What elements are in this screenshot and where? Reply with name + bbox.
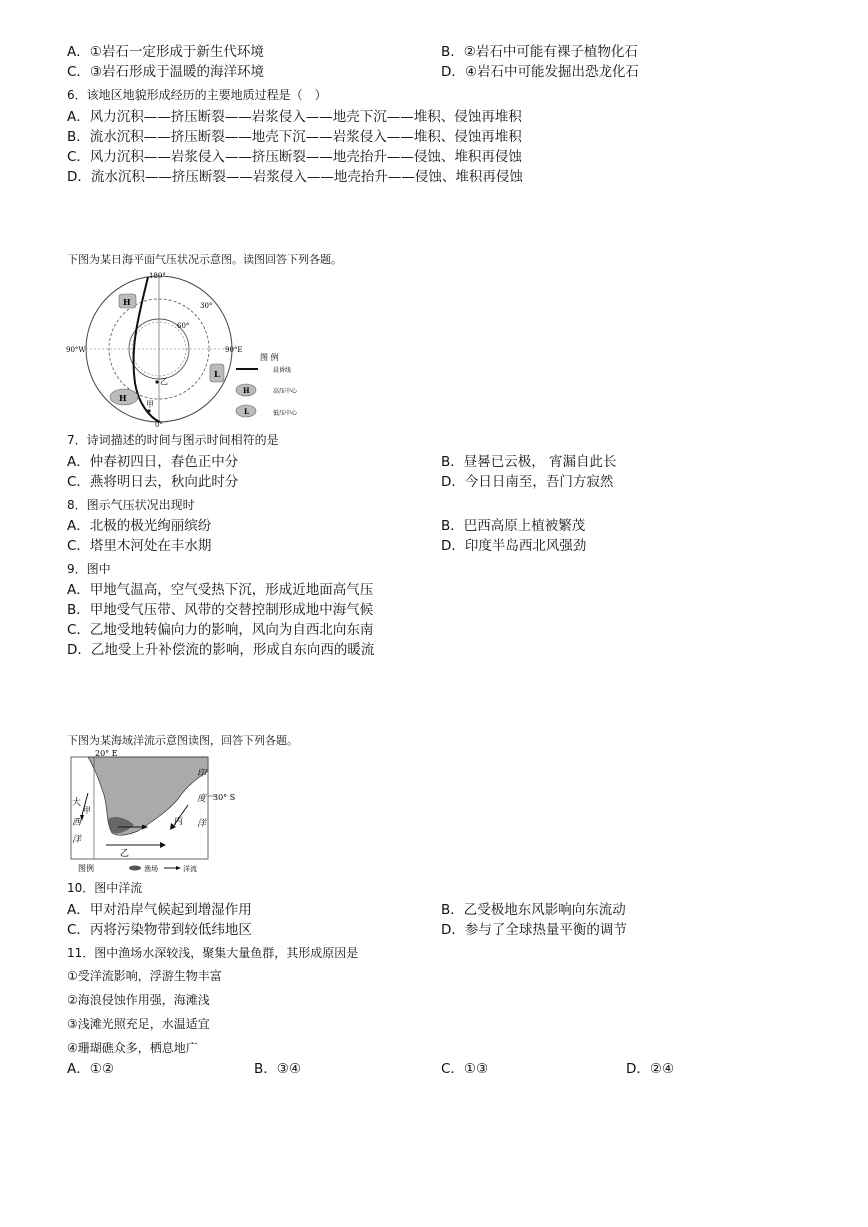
q11-item-3: ③浅滩光照充足，水温适宜 <box>67 1017 210 1031</box>
q7-option-b: B．昼晷已云极， 宵漏自此长 <box>441 454 617 470</box>
q10-option-a: A．甲对沿岸气候起到增湿作用 <box>67 902 252 918</box>
label-30: 30° <box>200 302 213 310</box>
label-yi-current: 乙 <box>120 849 130 859</box>
q11-option-b: B．③④ <box>254 1061 301 1077</box>
q9-option-c: C．乙地受地转偏向力的影响，风向为自西北向东南 <box>67 622 374 638</box>
label-du: 度 <box>197 794 207 804</box>
q10-option-c: C．丙将污染物带到较低纬地区 <box>67 922 252 938</box>
legend-low-label: 低压中心 <box>273 410 298 417</box>
q6-option-b: B．流水沉积——挤压断裂——地壳下沉——岩浆侵入——堆积、侵蚀再堆积 <box>67 129 522 145</box>
legend-l: L <box>244 407 249 416</box>
label-h-top: H <box>123 297 131 307</box>
label-yang-west: 洋 <box>72 835 82 845</box>
legend-high-label: 高压中心 <box>273 388 298 395</box>
option-b: B．②岩石中可能有裸子植物化石 <box>441 44 638 60</box>
q7-option-a: A．仲春初四日，春色正中分 <box>67 454 239 470</box>
label-0: 0° <box>155 421 163 429</box>
option-c: C．③岩石形成于温暖的海洋环境 <box>67 64 265 80</box>
legend-title: 图 例 <box>260 353 279 362</box>
ocean-current-figure <box>68 749 243 875</box>
label-60: 60° <box>177 322 190 330</box>
legend-fish-swatch <box>129 866 141 871</box>
legend-terminator-label: 晨昏线 <box>273 367 292 374</box>
q11-option-a: A．①② <box>67 1061 114 1077</box>
q11-item-4: ④珊瑚礁众多，栖息地广 <box>67 1041 198 1055</box>
label-da: 大 <box>72 798 82 808</box>
label-yin: 印 <box>197 769 207 779</box>
option-a: A．①岩石一定形成于新生代环境 <box>67 44 264 60</box>
q9-option-b: B．甲地受气压带、风带的交替控制形成地中海气候 <box>67 602 374 618</box>
label-30s: 30° S <box>213 793 236 802</box>
q11-option-c: C．①③ <box>441 1061 489 1077</box>
label-h-bottom: H <box>119 393 127 403</box>
q6-option-a: A．风力沉积——挤压断裂——岩浆侵入——地壳下沉——堆积、侵蚀再堆积 <box>67 109 522 125</box>
label-yang-east: 洋 <box>197 819 207 829</box>
label-180: 180° <box>149 272 166 280</box>
q8-option-d: D．印度半岛西北风强劲 <box>441 538 587 554</box>
question-8-stem: 8．图示气压状况出现时 <box>67 498 195 512</box>
q8-option-a: A．北极的极光绚丽缤纷 <box>67 518 212 534</box>
label-jia-current: 甲 <box>83 806 91 815</box>
q11-option-d: D．②④ <box>626 1061 675 1077</box>
question-6-stem: 6．该地区地貌形成经历的主要地质过程是（ ） <box>67 88 327 102</box>
q8-option-c: C．塔里木河处在丰水期 <box>67 538 212 554</box>
legend-current-label: 洋流 <box>183 865 197 873</box>
question-7-stem: 7．诗词描述的时间与图示时间相符的是 <box>67 433 279 447</box>
q9-option-d: D．乙地受上升补偿流的影响，形成自东向西的暖流 <box>67 642 375 658</box>
q11-item-1: ①受洋流影响，浮游生物丰富 <box>67 969 222 983</box>
point-yi-dot <box>155 380 158 383</box>
label-90e: 90°E <box>225 346 243 354</box>
q10-option-b: B．乙受极地东风影响向东流动 <box>441 902 626 918</box>
legend-h: H <box>243 386 250 395</box>
question-11-stem: 11．图中渔场水深较浅，聚集大量鱼群，其形成原因是 <box>67 946 359 960</box>
label-xi: 西 <box>72 818 82 828</box>
q10-option-d: D．参与了全球热量平衡的调节 <box>441 922 627 938</box>
q11-item-2: ②海浪侵蚀作用强，海滩浅 <box>67 993 210 1007</box>
label-l-right: L <box>214 369 220 379</box>
q6-option-d: D．流水沉积——挤压断裂——岩浆侵入——地壳抬升——侵蚀、堆积再侵蚀 <box>67 169 523 185</box>
q9-option-a: A．甲地气温高，空气受热下沉，形成近地面高气压 <box>67 582 374 598</box>
point-jia-dot <box>147 409 150 412</box>
option-d: D．④岩石中可能发掘出恐龙化石 <box>441 64 639 80</box>
q7-option-d: D．今日日南至，吾门方寂然 <box>441 474 614 490</box>
q8-option-b: B．巴西高原上植被繁茂 <box>441 518 586 534</box>
label-90w: 90°W <box>66 346 86 354</box>
label-yi: 乙 <box>160 377 168 386</box>
label-bing: 丙 <box>174 817 184 827</box>
section-intro-currents: 下图为某海域洋流示意图读图，回答下列各题。 <box>67 734 298 747</box>
section-intro-pressure: 下图为某日海平面气压状况示意图。读图回答下列各题。 <box>67 253 342 266</box>
legend-fish-label: 渔场 <box>144 865 158 873</box>
label-20e: 20° E <box>95 749 118 758</box>
q6-option-c: C．风力沉积——岩浆侵入——挤压断裂——地壳抬升——侵蚀、堆积再侵蚀 <box>67 149 522 165</box>
question-9-stem: 9．图中 <box>67 562 111 576</box>
pressure-map-figure <box>60 268 320 430</box>
q7-option-c: C．燕将明日去，秋向此时分 <box>67 474 239 490</box>
legend-title-2: 图例 <box>78 864 94 873</box>
question-10-stem: 10．图中洋流 <box>67 881 143 895</box>
label-jia: 甲 <box>146 400 154 409</box>
